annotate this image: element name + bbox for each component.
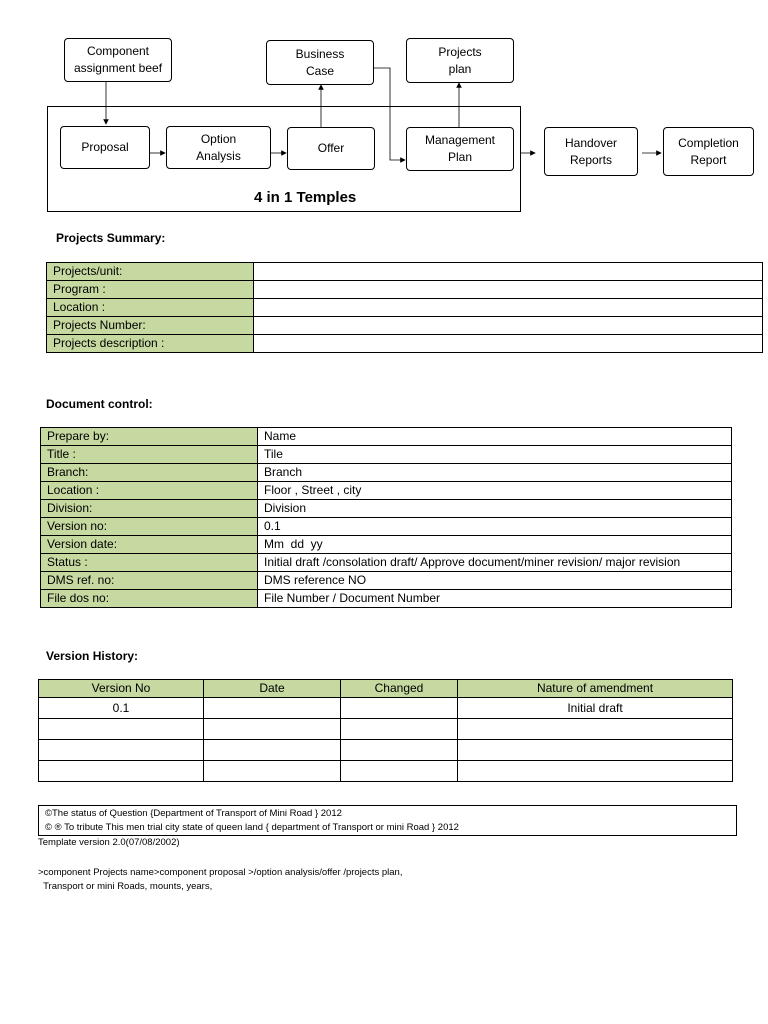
summary-value[interactable] [254,263,763,281]
control-label: Division: [41,500,258,518]
control-label: Title : [41,446,258,464]
cell[interactable] [39,719,204,740]
note-line-1: >component Projects name>component proposal >/option analysis/offer /projects plan, [38,867,403,878]
table-row [41,446,732,464]
control-value[interactable]: Initial draft /consolation draft/ Approve document/miner revision/ major revision [258,554,732,572]
version-history-table [38,679,733,782]
table-row [39,740,733,761]
cell[interactable] [458,719,733,740]
control-value[interactable]: Name [258,428,732,446]
summary-label: Projects description : [47,335,254,353]
cell[interactable] [341,719,458,740]
summary-label: Projects/unit: [47,263,254,281]
table-row [47,263,763,281]
cell[interactable] [204,719,341,740]
control-label: Prepare by: [41,428,258,446]
summary-label: Location : [47,299,254,317]
header-date: Date [204,680,341,698]
table-row [47,317,763,335]
diagram-connectors [0,0,768,230]
summary-value[interactable] [254,335,763,353]
management-plan-box: Management Plan [406,127,514,171]
component-assignment-box: Component assignment beef [64,38,172,82]
cell[interactable] [204,740,341,761]
header-changed: Changed [341,680,458,698]
cell[interactable]: Initial draft [458,698,733,719]
cell[interactable] [341,761,458,782]
table-row [47,281,763,299]
business-case-box: Business Case [266,40,374,85]
cell[interactable] [39,740,204,761]
cell[interactable] [458,761,733,782]
cell[interactable] [39,761,204,782]
option-analysis-box: Option Analysis [166,126,271,169]
table-row [39,719,733,740]
table-row [41,572,732,590]
completion-report-box: Completion Report [663,127,754,176]
copyright-line-2: © ® To tribute This men trial city state of queen land { department of Transport or mini Road } 2012 [45,822,459,833]
cell[interactable]: 0.1 [39,698,204,719]
control-value[interactable]: Division [258,500,732,518]
offer-box: Offer [287,127,375,170]
control-label: Location : [41,482,258,500]
summary-label: Program : [47,281,254,299]
projects-summary-title: Projects Summary: [56,231,166,245]
control-value[interactable]: Floor , Street , city [258,482,732,500]
table-row [39,761,733,782]
control-label: Version date: [41,536,258,554]
cell[interactable] [341,698,458,719]
header-nature-of-amendment: Nature of amendment [458,680,733,698]
table-row [47,299,763,317]
cell[interactable] [341,740,458,761]
control-label: Branch: [41,464,258,482]
table-row [41,518,732,536]
cell[interactable] [204,698,341,719]
arrow-business-case-to-management [372,68,405,160]
proposal-box: Proposal [60,126,150,169]
table-row [47,335,763,353]
summary-label: Projects Number: [47,317,254,335]
table-row [41,554,732,572]
table-row [41,428,732,446]
table-row [41,482,732,500]
summary-value[interactable] [254,281,763,299]
document-control-table [40,427,732,608]
control-value[interactable]: Branch [258,464,732,482]
table-header-row [39,680,733,698]
control-label: File dos no: [41,590,258,608]
control-value[interactable]: File Number / Document Number [258,590,732,608]
table-row [41,464,732,482]
control-label: DMS ref. no: [41,572,258,590]
projects-summary-table [46,262,763,353]
cell[interactable] [458,740,733,761]
handover-reports-box: Handover Reports [544,127,638,176]
header-version-no: Version No [39,680,204,698]
control-value[interactable]: Tile [258,446,732,464]
projects-plan-box: Projects plan [406,38,514,83]
note-line-2: Transport or mini Roads, mounts, years, [38,881,213,892]
version-history-title: Version History: [46,649,139,663]
control-value[interactable]: 0.1 [258,518,732,536]
table-row [41,536,732,554]
table-row [41,590,732,608]
control-label: Status : [41,554,258,572]
cell[interactable] [204,761,341,782]
copyright-line-1: ©The status of Question {Department of Transport of Mini Road } 2012 [45,808,342,819]
summary-value[interactable] [254,317,763,335]
table-row [41,500,732,518]
control-label: Version no: [41,518,258,536]
frame-title: 4 in 1 Temples [254,189,357,206]
summary-value[interactable] [254,299,763,317]
control-value[interactable]: DMS reference NO [258,572,732,590]
copyright-box [38,805,737,836]
table-row [39,698,733,719]
template-version: Template version 2.0(07/08/2002) [38,837,180,848]
document-control-title: Document control: [46,397,153,411]
control-value[interactable]: Mm dd yy [258,536,732,554]
